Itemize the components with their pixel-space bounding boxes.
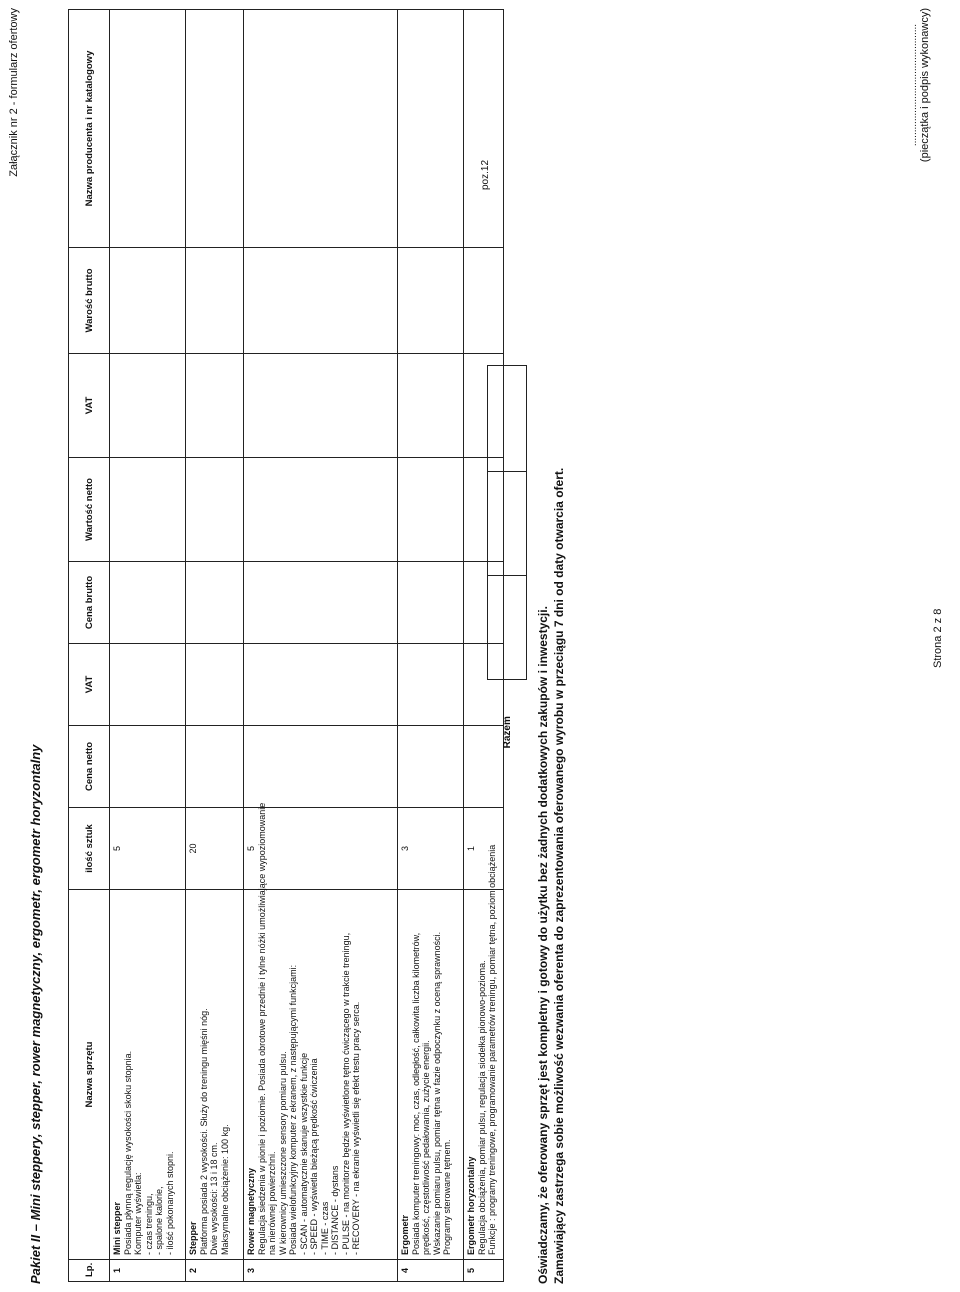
vat-value-cell bbox=[110, 354, 186, 458]
desc-line: - SPEED - wyświetla bieżącą prędkość ćwiczenia bbox=[309, 1058, 319, 1255]
col-qty: ilość sztuk bbox=[69, 808, 110, 890]
net-value-cell bbox=[110, 458, 186, 562]
row-description bbox=[398, 890, 464, 1260]
page-number: Strona 2 z 8 bbox=[932, 608, 944, 668]
desc-line: - DISTANCE - dystans bbox=[330, 1165, 340, 1255]
net-value-cell bbox=[398, 458, 464, 562]
gross-value-cell bbox=[244, 248, 398, 354]
item-name: Rower magnetyczny bbox=[246, 1167, 256, 1255]
table-row bbox=[110, 10, 186, 1282]
col-net-price: Cena netto bbox=[69, 726, 110, 808]
total-net-cell bbox=[488, 576, 527, 680]
table-row bbox=[244, 10, 398, 1282]
net-price-cell bbox=[186, 726, 244, 808]
desc-line: - RECOVERY - na ekranie wyświetli się efekt testu pracy serca. bbox=[351, 1001, 361, 1255]
desc-line: - SCAN - automatycznie skanuje wszystkie funkcje bbox=[298, 1052, 309, 1255]
row-lp: 4 bbox=[398, 1260, 464, 1282]
vat-cell bbox=[244, 644, 398, 726]
vat-cell bbox=[398, 644, 464, 726]
net-value-cell bbox=[186, 458, 244, 562]
gross-price-cell bbox=[244, 562, 398, 644]
gross-price-cell bbox=[110, 562, 186, 644]
desc-line: - PULSE - na monitorze będzie wyświetlone tętno ćwiczącego w trakcie treningu, bbox=[340, 932, 351, 1255]
net-price-cell bbox=[110, 726, 186, 808]
desc-line: W kierownicy umieszczone sensory pomiaru pulsu. bbox=[277, 1051, 288, 1255]
producer-cell bbox=[244, 10, 398, 248]
total-label: Razem bbox=[501, 716, 513, 749]
desc-line: Posiada płynną regulację wysokości skoku stopnia. bbox=[122, 1050, 133, 1255]
desc-line: - ilość pokonanych stopni. bbox=[164, 1151, 175, 1255]
gross-price-cell bbox=[186, 562, 244, 644]
item-name: Mini stepper bbox=[112, 1201, 122, 1255]
declarations bbox=[535, 468, 567, 1284]
vat-value-cell bbox=[244, 354, 398, 458]
vat-cell bbox=[110, 644, 186, 726]
desc-line: Regulacja obciążenia, pomiar pulsu, regulacja siodełka pionowo-pozioma. bbox=[476, 960, 487, 1255]
total-vat-cell bbox=[488, 472, 527, 576]
annex-label: Załącznik nr 2 - formularz ofertowy bbox=[8, 8, 20, 177]
desc-line: Funkcje : programy treningowe, programowanie parametrów treningu, pomiar tętna, poziom obciążenia bbox=[487, 844, 497, 1255]
gross-value-cell bbox=[398, 248, 464, 354]
col-gross-price: Cena brutto bbox=[69, 562, 110, 644]
row-description bbox=[186, 890, 244, 1260]
offer-table bbox=[68, 9, 504, 1282]
signature-label: (pieczątka i podpis wykonawcy) bbox=[919, 8, 931, 163]
declaration-line: Zamawiający zastrzega sobie możliwość wezwania oferenta do zaprezentowania oferowanego wyrobu w przeciągu 7 dni od daty otwarcia ofert. bbox=[552, 467, 566, 1284]
row-qty: 1 bbox=[464, 808, 504, 890]
row-description bbox=[110, 890, 186, 1260]
desc-line: Programy sterowane tętnem. bbox=[442, 1139, 452, 1255]
row-description bbox=[464, 844, 504, 1260]
desc-line: na nierównej powierzchni. bbox=[267, 1151, 277, 1255]
desc-line: Regulacja siedzenia w pionie i poziomie. Posiada obrotowe przednie i tylne nóżki umożliwiające wypoziomowanie bbox=[256, 802, 267, 1255]
col-name: Nazwa sprzętu bbox=[69, 890, 110, 1260]
row-description bbox=[244, 802, 398, 1260]
row-lp: 2 bbox=[186, 1260, 244, 1282]
desc-line: Platforma posiada 2 wysokości. Służy do treningu mięśni nóg. bbox=[198, 1008, 209, 1255]
gross-value-cell bbox=[110, 248, 186, 354]
declaration-line: Oświadczamy, że oferowany sprzęt jest kompletny i gotowy do użytku bez żadnych dodatkowych zakupów i inwestycji. bbox=[536, 606, 550, 1284]
desc-line: - TIME - czas bbox=[319, 1201, 330, 1255]
desc-line: - czas treningu, bbox=[143, 1193, 154, 1255]
item-name: Ergometr bbox=[400, 1214, 410, 1255]
row-lp: 3 bbox=[244, 1260, 398, 1282]
col-net-value: Wartość netto bbox=[69, 458, 110, 562]
producer-cell bbox=[398, 10, 464, 248]
desc-line: Komputer wyświetla: bbox=[133, 1172, 143, 1255]
vat-value-cell bbox=[398, 354, 464, 458]
table-header-row bbox=[69, 10, 110, 1282]
desc-line: - spalone kalorie, bbox=[154, 1186, 164, 1255]
table-row bbox=[398, 10, 464, 1282]
gross-value-cell bbox=[186, 248, 244, 354]
col-gross-value: Warość brutto bbox=[69, 248, 110, 354]
col-vat: VAT bbox=[69, 644, 110, 726]
desc-line: Wskazanie pomiaru pulsu, pomiar tętna w fazie odpoczynku z oceną sprawności. bbox=[431, 931, 442, 1255]
vat-cell bbox=[186, 644, 244, 726]
net-price-cell bbox=[398, 726, 464, 808]
item-name: Ergometr horyzontalny bbox=[466, 1156, 476, 1255]
row-lp: 5 bbox=[464, 1260, 504, 1282]
desc-line: Maksymalne obciążenie: 100 kg. bbox=[219, 1124, 230, 1255]
row-lp: 1 bbox=[110, 1260, 186, 1282]
producer-cell bbox=[110, 10, 186, 248]
col-vat-value: VAT bbox=[69, 354, 110, 458]
totals-row bbox=[488, 366, 527, 784]
row-qty: 20 bbox=[186, 808, 244, 890]
position-note: poz.12 bbox=[480, 159, 491, 190]
net-price-cell bbox=[244, 726, 398, 808]
gross-price-cell bbox=[398, 562, 464, 644]
signature-line: ............................................ bbox=[908, 23, 919, 147]
producer-cell bbox=[186, 10, 244, 248]
row-qty: 3 bbox=[398, 808, 464, 890]
item-name: Stepper bbox=[188, 1221, 198, 1255]
desc-line: Dwie wysokości: 13 i 18 cm. bbox=[209, 1142, 219, 1255]
page-title: Pakiet II – Mini steppery, stepper, rower magnetyczny, ergometr, ergometr horyzontalny bbox=[28, 744, 43, 1284]
col-lp: Lp. bbox=[69, 1260, 110, 1282]
gross-value-cell bbox=[464, 248, 504, 354]
vat-value-cell bbox=[186, 354, 244, 458]
table-row bbox=[186, 10, 244, 1282]
row-qty: 5 bbox=[244, 808, 398, 890]
totals-table bbox=[487, 366, 527, 785]
desc-line: Posiada wielofunkcyjny komputer z ekranem, z następującymi funkcjami: bbox=[288, 964, 298, 1255]
signature-block bbox=[908, 8, 931, 162]
desc-line: prędkość, częstotliwość pedałowania, zużycie energii. bbox=[421, 1040, 431, 1255]
net-value-cell bbox=[244, 458, 398, 562]
desc-line: Posiada komputer treningowy: moc, czas, odległość, całkowita liczba kilometrów, bbox=[410, 932, 421, 1255]
producer-cell bbox=[464, 10, 504, 248]
row-qty: 5 bbox=[110, 808, 186, 890]
total-gross-cell bbox=[488, 366, 527, 472]
col-producer: Nazwa producenta i nr katalogowy bbox=[69, 10, 110, 248]
